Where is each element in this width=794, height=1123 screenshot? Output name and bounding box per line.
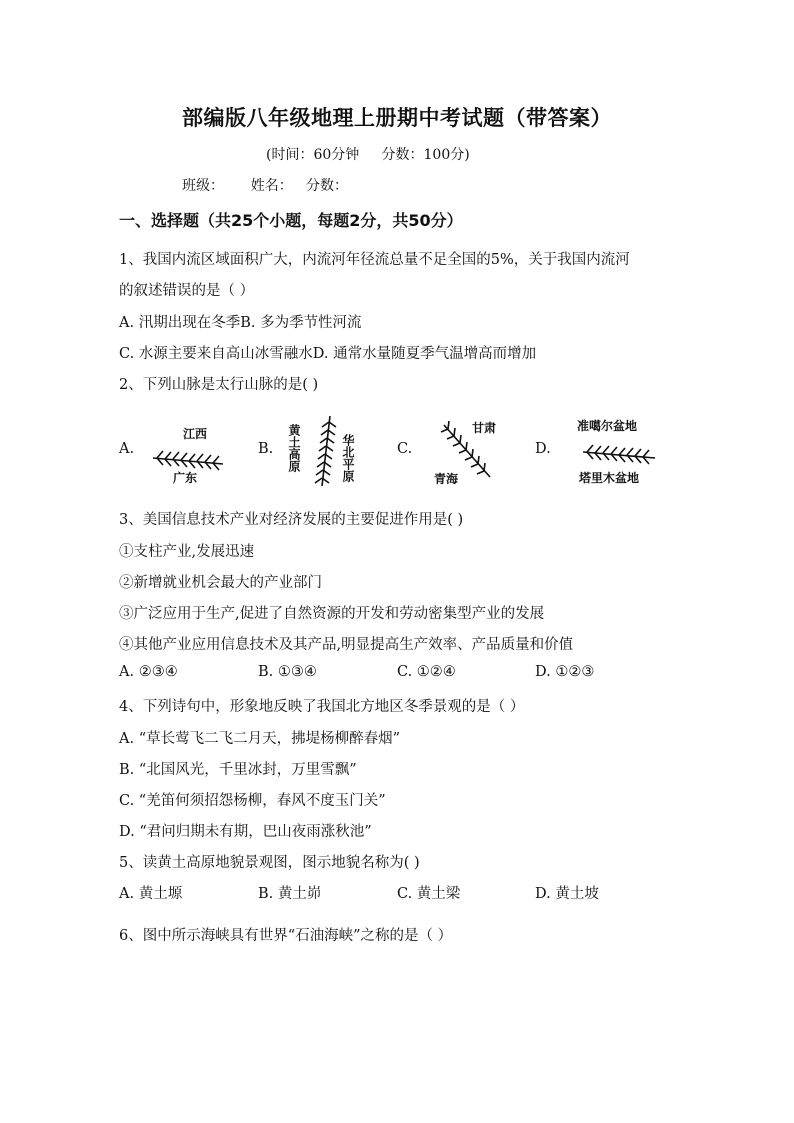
q3-item-4: ④其他产业应用信息技术及其产品,明显提高生产效率、产品质量和价值 [119, 637, 574, 653]
q6-stem: 6、图中所示海峡具有世界“石油海峡”之称的是（ ） [119, 928, 453, 944]
q3-stem: 3、美国信息技术产业对经济发展的主要促进作用是( ) [119, 512, 464, 528]
q3-option-b: B. ①③④ [258, 664, 317, 680]
map-label-north-china-plain: 华北平原 [341, 434, 355, 482]
q3-item-1: ①支柱产业,发展迅速 [119, 544, 255, 560]
map-label-loess-plateau: 黄土高原 [287, 424, 301, 472]
q2-stem: 2、下列山脉是太行山脉的是( ) [119, 377, 319, 393]
q2-option-d-letter: D. [535, 441, 551, 457]
q2-option-c-letter: C. [397, 441, 413, 457]
map-label-junggar-basin: 准噶尔盆地 [577, 419, 638, 433]
section-heading: 一、选择题（共25个小题，每题2分，共50分） [119, 211, 463, 230]
mountain-range-icon [583, 445, 655, 464]
q1-stem-line1: 1、我国内流区域面积广大，内流河年径流总量不足全国的5%，关于我国内流河 [119, 252, 630, 268]
q5-option-a: A. 黄土塬 [119, 886, 183, 902]
q3-item-2: ②新增就业机会最大的产业部门 [119, 575, 322, 591]
q5-option-c: C. 黄土梁 [397, 886, 461, 902]
q5-option-d: D. 黄土坡 [535, 886, 599, 902]
q1-options-line2: C. 水源主要来自高山冰雪融水D. 通常水量随夏季气温增高而增加 [119, 346, 537, 362]
q4-option-b: B. “北国风光，千里冰封，万里雪飘” [119, 762, 357, 778]
q4-option-a: A. “草长莺飞二飞二月天，拂堤杨柳醉春烟” [119, 731, 401, 747]
map-label-tarim-basin: 塔里木盆地 [579, 471, 640, 485]
q2-option-b-mountain-diagram [288, 410, 368, 492]
map-label-qinghai: 青海 [434, 472, 459, 486]
exam-title: 部编版八年级地理上册期中考试题（带答案） [182, 106, 612, 130]
exam-time-score: (时间：60分钟 分数：100分) [266, 147, 470, 163]
q4-option-c: C. “羌笛何须招怨杨柳，春风不度玉门关” [119, 793, 386, 809]
q2-option-b-letter: B. [258, 441, 274, 457]
q4-stem: 4、下列诗句中，形象地反映了我国北方地区冬季景观的是（ ） [119, 699, 525, 715]
q5-stem: 5、读黄土高原地貌景观图，图示地貌名称为( ) [119, 855, 420, 871]
map-label-gansu: 甘肃 [472, 421, 497, 435]
student-info-line: 班级： 姓名： 分数： [182, 178, 349, 194]
q5-option-b: B. 黄土峁 [258, 886, 322, 902]
q3-item-3: ③广泛应用于生产,促进了自然资源的开发和劳动密集型产业的发展 [119, 606, 545, 622]
q1-options-line1: A. 汛期出现在冬季B. 多为季节性河流 [119, 315, 362, 331]
q2-option-c-mountain-diagram [428, 415, 508, 491]
q1-stem-line2: 的叙述错误的是（ ） [119, 283, 255, 299]
q4-option-d: D. “君问归期未有期，巴山夜雨涨秋池” [119, 824, 372, 840]
q2-option-a-letter: A. [119, 441, 135, 457]
q2-option-a-mountain-diagram [145, 418, 235, 490]
map-label-jiangxi: 江西 [183, 427, 208, 441]
mountain-range-icon [153, 451, 223, 470]
map-label-guangdong: 广东 [173, 471, 198, 485]
mountain-range-icon [315, 416, 336, 486]
q3-option-d: D. ①②③ [535, 664, 595, 680]
q3-option-c: C. ①②④ [397, 664, 456, 680]
q2-option-d-mountain-diagram [575, 412, 665, 492]
q3-option-a: A. ②③④ [119, 664, 178, 680]
